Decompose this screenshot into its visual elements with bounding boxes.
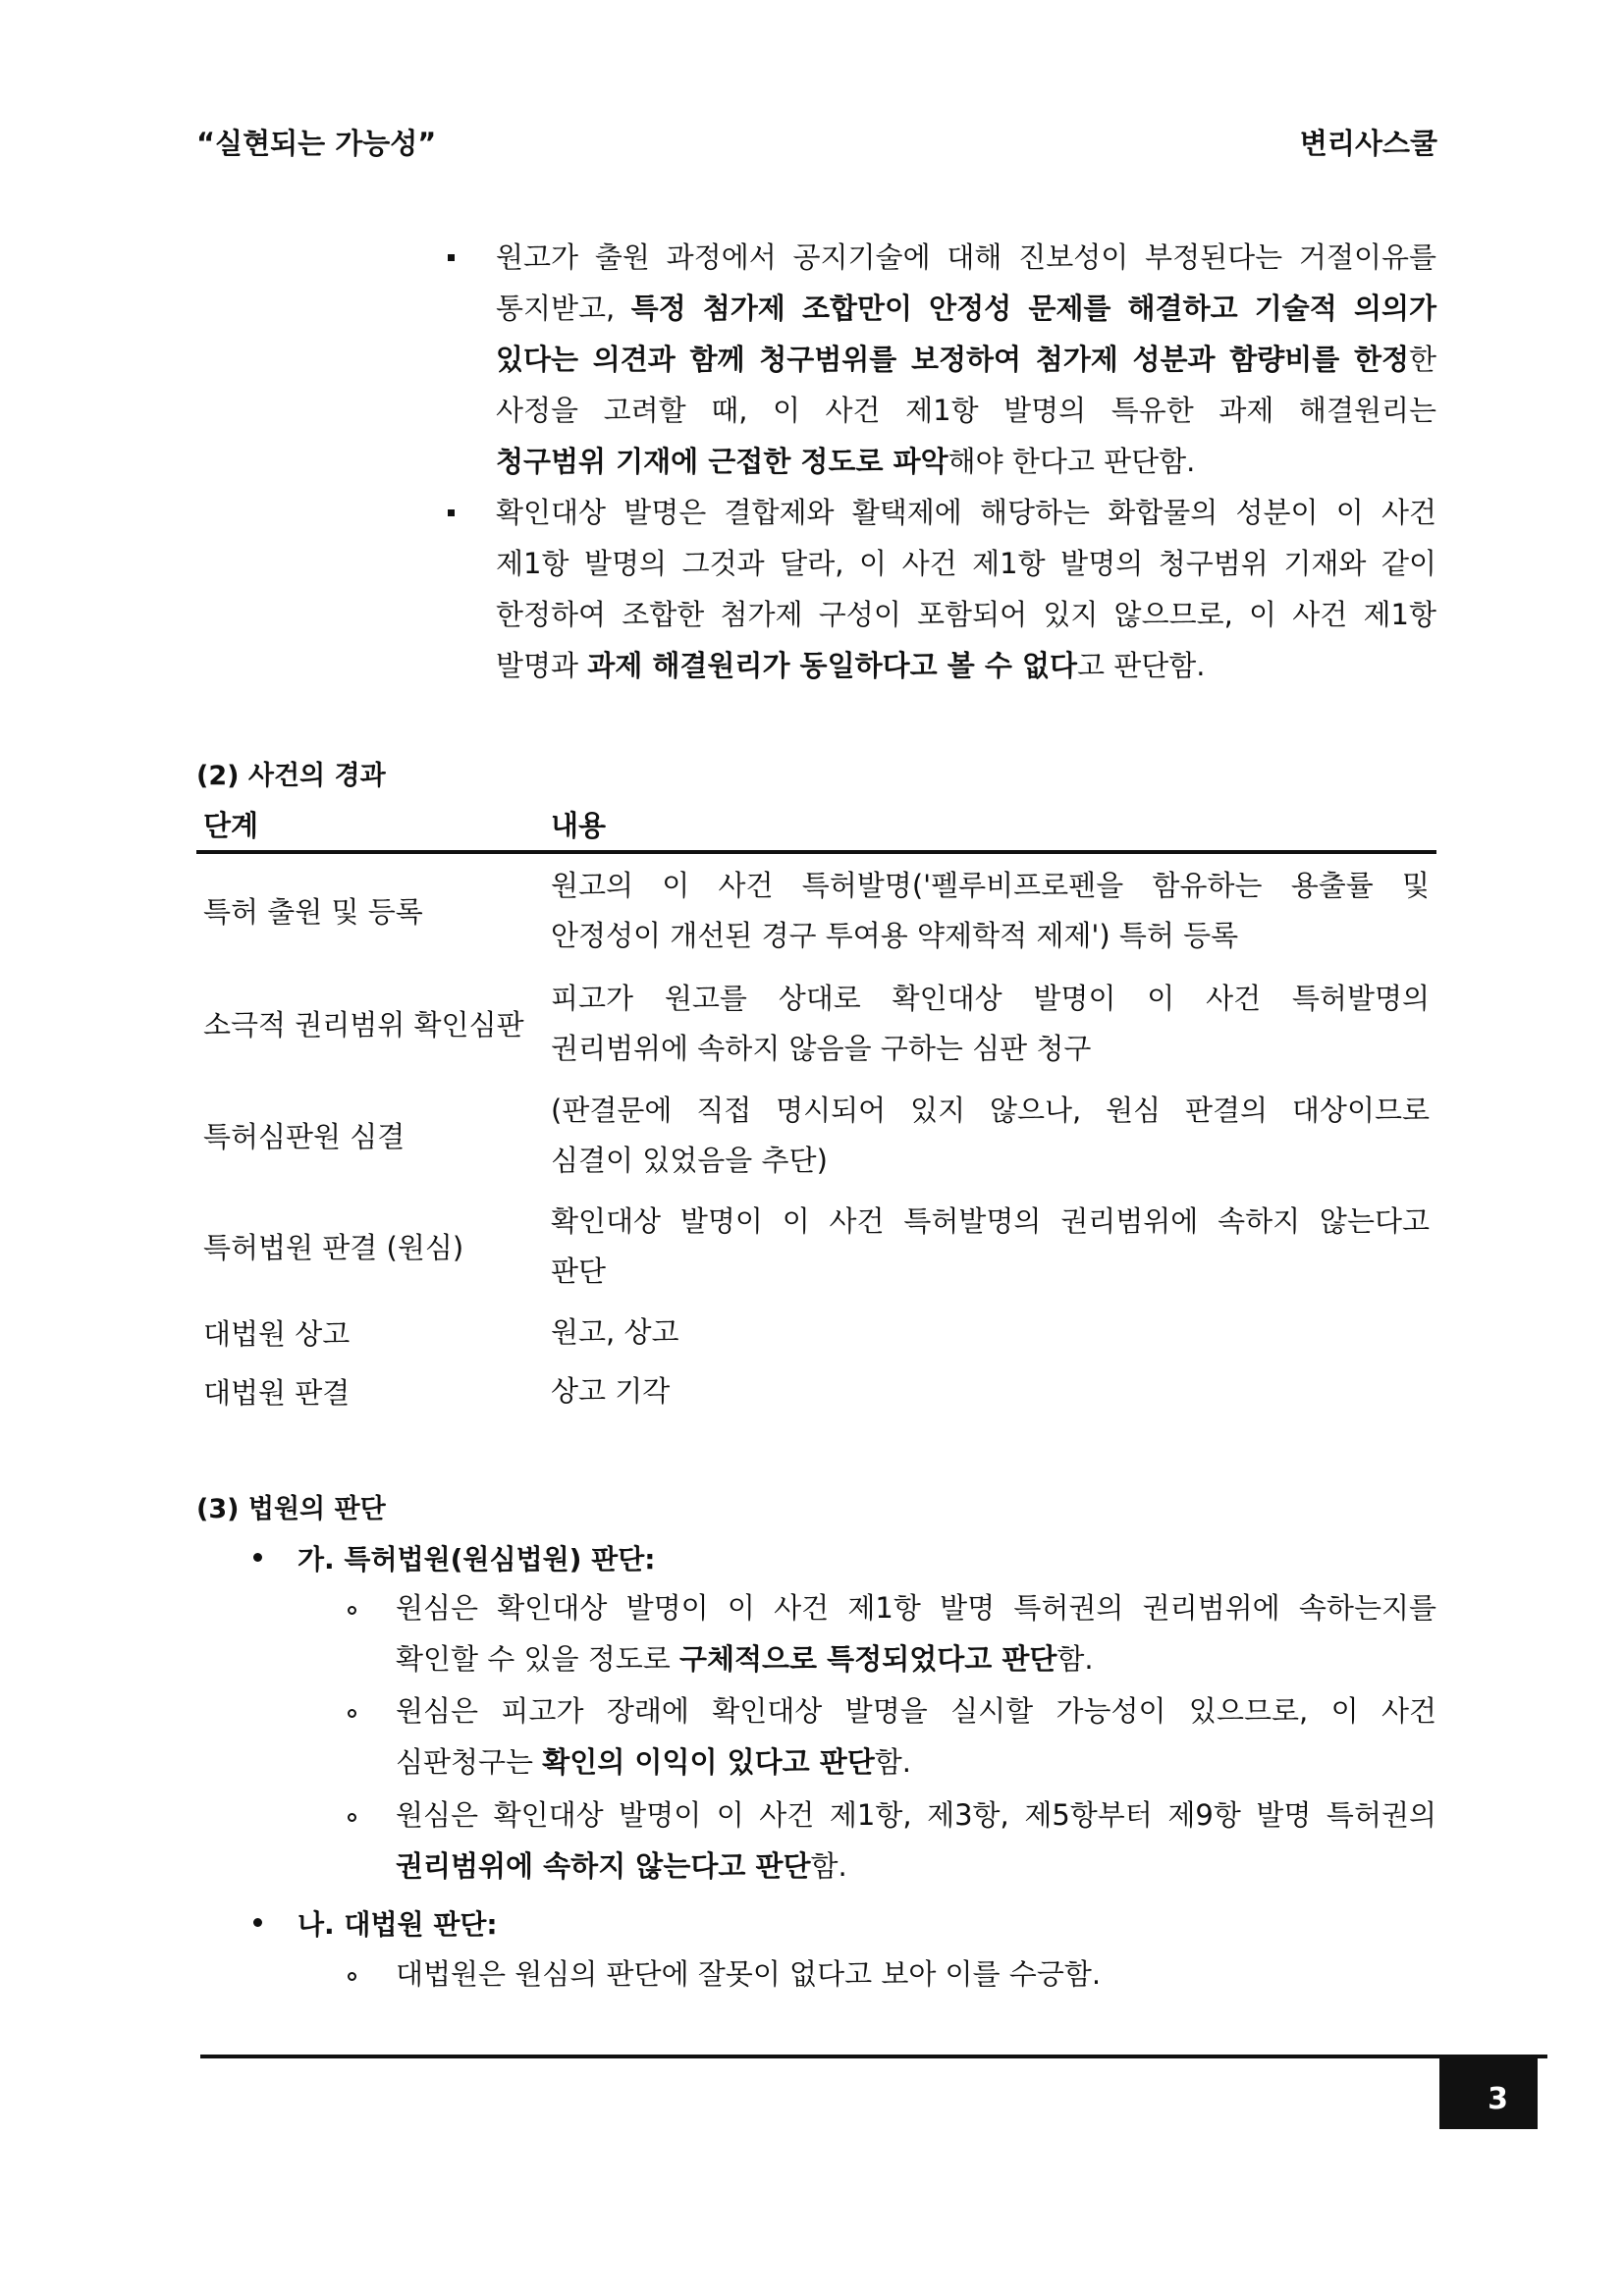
line [396, 1736, 1436, 1788]
text-run: 한 [1408, 343, 1436, 376]
judgment-item [396, 1582, 1436, 1684]
table-row [196, 967, 1436, 1080]
table-row [196, 1302, 1436, 1362]
header-title: “실현되는 가능성” [196, 127, 437, 160]
text-run: 심판청구는 [396, 1745, 543, 1779]
text-run: 해야 한다고 판단함. [947, 445, 1196, 478]
line [496, 232, 1436, 283]
cell-line: (판결문에 직접 명시되어 있지 않으나, 원심 판결의 대상이므로 [551, 1093, 1430, 1127]
bold-text: 청구범위 기재에 근접한 정도로 파악 [496, 445, 948, 478]
case-timeline-table [196, 797, 1436, 1419]
cell-line: 원고의 이 사건 특허발명('펠루비프로펜을 함유하는 용출률 및 [551, 868, 1430, 902]
cell-line: 권리범위에 속하지 않음을 구하는 심판 청구 [551, 1031, 1092, 1065]
text-run: 함. [810, 1849, 847, 1883]
line [396, 1582, 1436, 1633]
text-run: 대법원은 원심의 판단에 잘못이 없다고 보아 이를 수긍함. [396, 1957, 1102, 1991]
disc-bullet-icon [253, 1553, 262, 1562]
text-run: 제1항 발명의 그것과 달라, 이 사건 제1항 발명의 청구범위 기재와 같이 [496, 547, 1436, 580]
table-row [196, 852, 1436, 967]
line [496, 436, 1436, 487]
line [496, 334, 1436, 385]
footer-divider [200, 2055, 1547, 2058]
bold-text: 특정 첨가제 조합만이 안정성 문제를 해결하고 기술적 의의가 [630, 292, 1436, 325]
cell-line: 심결이 있었음을 추단) [551, 1143, 828, 1177]
step-cell: 소극적 권리범위 확인심판 [203, 1008, 524, 1041]
circle-bullet-icon [348, 1972, 356, 1981]
bold-text: 확인의 이익이 있다고 판단 [542, 1745, 875, 1779]
step-cell: 대법원 상고 [203, 1316, 351, 1351]
content-cell [544, 1080, 1436, 1191]
section-title: (2) 사건의 경과 [196, 761, 386, 791]
judgment-item [396, 1949, 1436, 2000]
text-run: 사정을 고려할 때, 이 사건 제1항 발명의 특유한 과제 해결원리는 [496, 394, 1436, 427]
page-number: 3 [1439, 2058, 1538, 2129]
circle-bullet-icon [348, 1813, 356, 1822]
step-cell: 특허법원 판결 (원심) [203, 1231, 464, 1264]
line [396, 1685, 1436, 1736]
subsection-heading: 나. 대법원 판단: [298, 1908, 498, 1941]
section-title: (3) 법원의 판단 [196, 1494, 386, 1524]
table-row [196, 1191, 1436, 1302]
text-run: 원고가 출원 과정에서 공지기술에 대해 진보성이 부정된다는 거절이유를 [496, 240, 1436, 274]
cell-line: 판단 [551, 1254, 607, 1288]
cell-line: 원고, 상고 [551, 1314, 679, 1349]
line [496, 283, 1436, 334]
circle-bullet-icon [348, 1606, 356, 1615]
line [496, 538, 1436, 589]
subsection-heading: 가. 특허법원(원심법원) 판단: [298, 1543, 656, 1575]
header-brand: 변리사스쿨 [1299, 127, 1437, 160]
table-row [196, 1362, 1436, 1419]
bold-text: 과제 해결원리가 동일하다고 볼 수 없다 [587, 649, 1077, 682]
table-header-row [196, 797, 1436, 852]
line [496, 385, 1436, 436]
content-cell [544, 967, 1436, 1080]
content-cell [544, 1302, 1436, 1362]
text-run: 확인대상 발명은 결합제와 활택제에 해당하는 화합물의 성분이 이 사건 [496, 496, 1436, 529]
step-cell: 특허 출원 및 등록 [203, 895, 423, 929]
text-run: 원심은 확인대상 발명이 이 사건 제1항 발명 특허권의 권리범위에 속하는지를 [396, 1591, 1436, 1625]
column-header: 내용 [544, 797, 1436, 852]
bold-text: 권리범위에 속하지 않는다고 판단 [396, 1849, 811, 1883]
text-run: 고 판단함. [1076, 649, 1206, 682]
line [396, 1949, 1436, 2000]
table-row [196, 1080, 1436, 1191]
circle-bullet-icon [348, 1709, 356, 1718]
content-cell [544, 1191, 1436, 1302]
cell-line: 상고 기각 [551, 1373, 671, 1408]
line [496, 640, 1436, 691]
bold-text: 구체적으로 특정되었다고 판단 [679, 1642, 1057, 1676]
line [496, 487, 1436, 538]
bullet-paragraph [496, 487, 1436, 691]
cell-line: 피고가 원고를 상대로 확인대상 발명이 이 사건 특허발명의 [551, 981, 1430, 1015]
step-cell: 특허심판원 심결 [203, 1120, 406, 1153]
content-cell [544, 852, 1436, 967]
text-run: 함. [874, 1745, 911, 1779]
bullet-paragraph [496, 232, 1436, 487]
text-run: 발명과 [496, 649, 588, 682]
line [396, 1841, 1436, 1892]
judgment-item [396, 1789, 1436, 1892]
square-bullet-icon [448, 254, 455, 261]
line [496, 589, 1436, 640]
text-run: 함. [1056, 1642, 1094, 1676]
line [396, 1633, 1436, 1684]
column-header: 단계 [196, 797, 544, 852]
step-cell: 대법원 판결 [203, 1375, 351, 1410]
judgment-item [396, 1685, 1436, 1788]
square-bullet-icon [448, 509, 455, 516]
cell-line: 안정성이 개선된 경구 투여용 약제학적 제제') 특허 등록 [551, 918, 1239, 952]
text-run: 확인할 수 있을 정도로 [396, 1642, 679, 1676]
text-run: 한정하여 조합한 첨가제 구성이 포함되어 있지 않으므로, 이 사건 제1항 [496, 598, 1436, 631]
disc-bullet-icon [253, 1918, 262, 1927]
cell-line: 확인대상 발명이 이 사건 특허발명의 권리범위에 속하지 않는다고 [551, 1203, 1430, 1238]
content-cell [544, 1362, 1436, 1419]
bold-text: 있다는 의견과 함께 청구범위를 보정하여 첨가제 성분과 함량비를 한정 [496, 343, 1409, 376]
text-run: 원심은 확인대상 발명이 이 사건 제1항, 제3항, 제5항부터 제9항 발명 특허권의 [396, 1798, 1436, 1832]
text-run: 통지받고, [496, 292, 631, 325]
text-run: 원심은 피고가 장래에 확인대상 발명을 실시할 가능성이 있으므로, 이 사건 [396, 1694, 1436, 1728]
line [396, 1789, 1436, 1841]
